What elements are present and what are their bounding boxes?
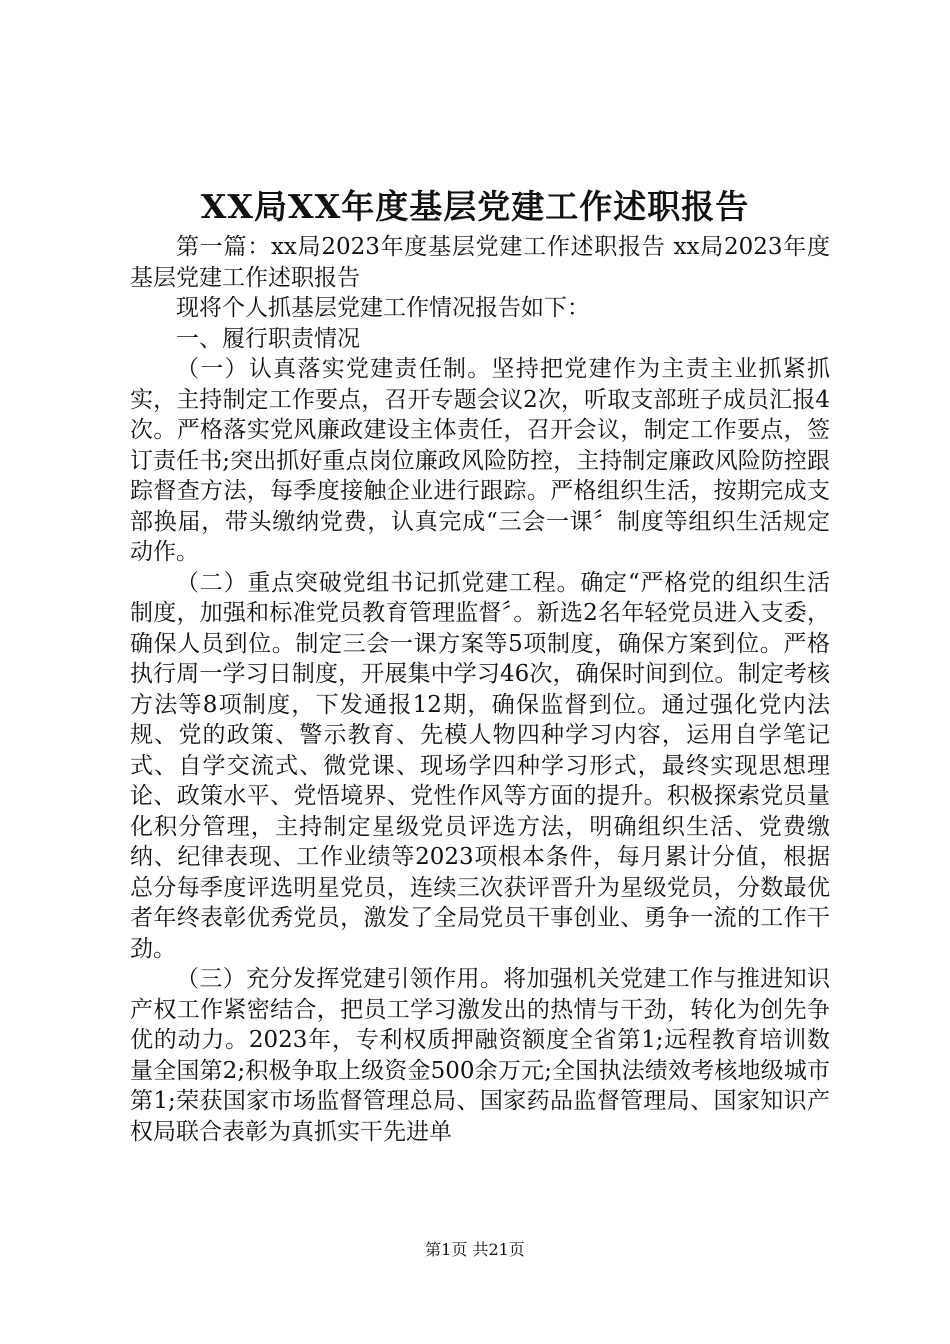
page-footer: 第1页 共21页 <box>425 1240 525 1259</box>
document-body <box>130 232 830 1147</box>
paragraph-intro: 现将个人抓基层党建工作情况报告如下： <box>176 295 590 321</box>
paragraph-item-1: （一）认真落实党建责任制。坚持把党建作为主责主业抓紧抓实，主持制定工作要点，召开专题会议2次，听取支部班子成员汇报4次。严格落实党风廉政建设主体责任，召开会议，制定工作要点，签订责任书;突出抓好重点岗位廉政风险防控，主持制定廉政风险防控跟踪督查方法，每季度接触企业进行跟踪。严格组织生活，按期完成支部换届，带头缴纳党费，认真完成“三会一课〞制度等组织生活规定动作。 <box>130 356 830 565</box>
paragraph-heading-line: 第一篇：xx局2023年度基层党建工作述职报告 xx局2023年度基层党建工作述职报告 <box>130 234 830 291</box>
section-heading: 一、履行职责情况 <box>176 325 360 352</box>
document-title: XX局XX年度基层党建工作述职报告 <box>200 187 750 226</box>
paragraph-item-2: （二）重点突破党组书记抓党建工程。确定“严格党的组织生活制度，加强和标准党员教育管理监督〞。新选2名年轻党员进入支委，确保人员到位。制定三会一课方案等5项制度，确保方案到位。严格执行周一学习日制度，开展集中学习46次，确保时间到位。制定考核方法等8项制度，下发通报12期，确保监督到位。通过强化党内法规、党的政策、警示教育、先模人物四种学习内容，运用自学笔记式、自学交流式、微党课、现场学四种学习形式，最终实现思想理论、政策水平、党悟境界、党性作风等方面的提升。积极探索党员量化积分管理，主持制定星级党员评选方法，明确组织生活、党费缴纳、纪律表现、工作业绩等2023项根本条件，每月累计分值，根据总分每季度评选明星党员，连续三次获评晋升为星级党员，分数最优者年终表彰优秀党员，激发了全局党员干事创业、勇争一流的工作干劲。 <box>130 569 830 962</box>
paragraph-item-3: （三）充分发挥党建引领作用。将加强机关党建工作与推进知识产权工作紧密结合，把员工学习激发出的热情与干劲，转化为创先争优的动力。2023年，专利权质押融资额度全省第1;远程教育培训数量全国第2;积极争取上级资金500余万元;全国执法绩效考核地级城市第1;荣获国家市场监督管理总局、国家药品监督管理局、国家知识产权局联合表彰为真抓实干先进单 <box>130 966 830 1145</box>
